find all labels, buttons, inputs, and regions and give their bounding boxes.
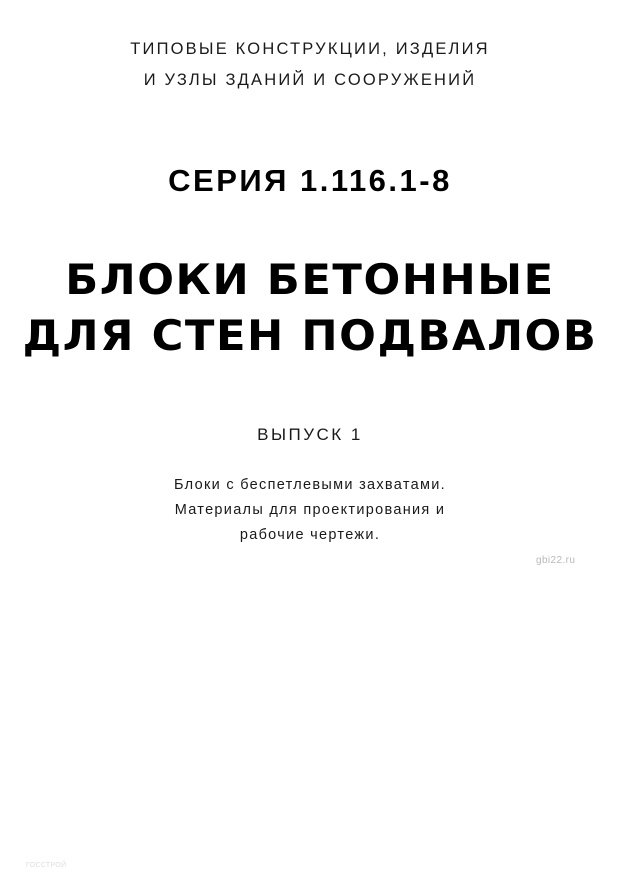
issue-label: ВЫПУСК 1	[257, 425, 363, 444]
watermark: gbi22.ru	[536, 555, 576, 566]
corner-mark: ГОССТРОЙ	[26, 862, 67, 869]
document-subtitle-line-1: Блоки с беспетлевыми захватами.	[174, 477, 446, 493]
document-subtitle-line-2: Материалы для проектирования и	[174, 502, 446, 518]
document-title-line-1: БЛОКИ БЕТОННЫЕ	[65, 255, 555, 304]
document-kind	[0, 34, 620, 96]
document-subtitle-line-3: рабочие чертежи.	[239, 527, 381, 543]
document-title	[0, 252, 620, 364]
document-subtitle	[0, 473, 620, 548]
document-title-line-2: ДЛЯ СТЕН ПОДВАЛОВ	[22, 311, 598, 360]
document-kind-line-2: И УЗЛЫ ЗДАНИЙ И СООРУЖЕНИЙ	[143, 71, 477, 89]
series-number: СЕРИЯ 1.116.1-8	[168, 163, 452, 198]
document-kind-line-1: ТИПОВЫЕ КОНСТРУКЦИИ, ИЗДЕЛИЯ	[130, 40, 490, 58]
